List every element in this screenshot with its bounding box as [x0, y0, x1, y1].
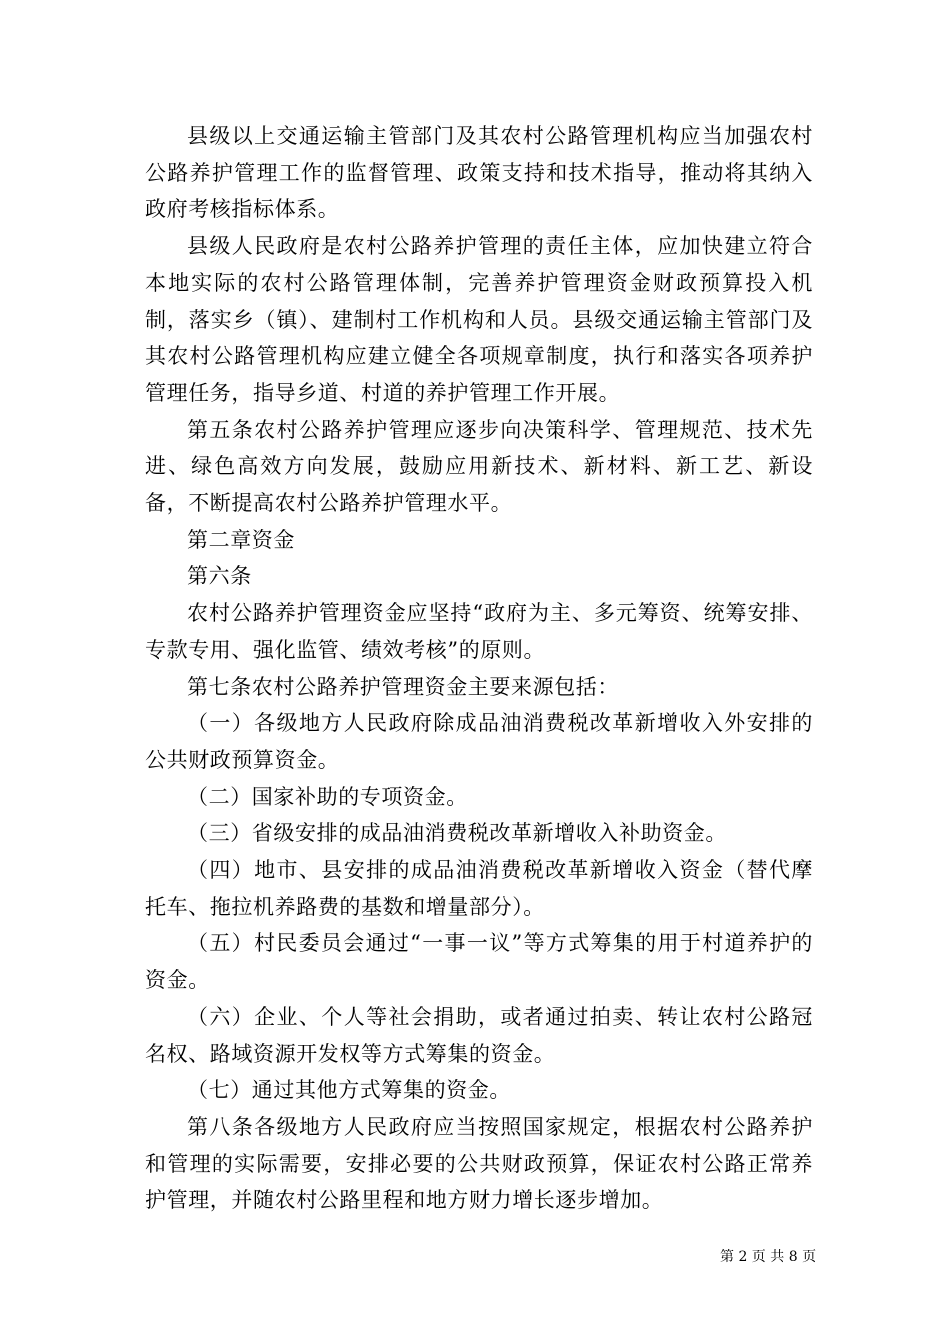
list-item: （六）企业、个人等社会捐助，或者通过拍卖、转让农村公路冠名权、路域资源开发权等方式筹集的资金。 [145, 1004, 813, 1066]
list-item: （二）国家补助的专项资金。 [187, 784, 468, 809]
list-item: （一）各级地方人民政府除成品油消费税改革新增收入外安排的公共财政预算资金。 [145, 711, 813, 772]
list-item: （四）地市、县安排的成品油消费税改革新增收入资金（替代摩托车、拖拉机养路费的基数和增量部分）。 [145, 858, 813, 919]
list-item: （七）通过其他方式筹集的资金。 [187, 1078, 511, 1103]
document-body [145, 118, 813, 1219]
paragraph: 第七条农村公路养护管理资金主要来源包括： [187, 674, 619, 699]
list-item: （五）村民委员会通过“一事一议”等方式筹集的用于村道养护的资金。 [145, 931, 813, 993]
list-item: （三）省级安排的成品油消费税改革新增收入补助资金。 [187, 821, 727, 846]
paragraph: 第五条农村公路养护管理应逐步向决策科学、管理规范、技术先进、绿色高效方向发展，鼓励应用新技术、新材料、新工艺、新设备，不断提高农村公路养护管理水平。 [145, 417, 813, 516]
paragraph: 第八条各级地方人民政府应当按照国家规定，根据农村公路养护和管理的实际需要，安排必要的公共财政预算，保证农村公路正常养护管理，并随农村公路里程和地方财力增长逐步增加。 [145, 1114, 813, 1213]
chapter-heading: 第二章资金 [187, 527, 295, 552]
page-number: 第 2 页 共 8 页 [720, 1249, 817, 1265]
paragraph: 县级以上交通运输主管部门及其农村公路管理机构应当加强农村公路养护管理工作的监督管理、政策支持和技术指导，推动将其纳入政府考核指标体系。 [145, 124, 813, 222]
article-heading: 第六条 [187, 564, 252, 589]
paragraph: 县级人民政府是农村公路养护管理的责任主体，应加快建立符合本地实际的农村公路管理体制，完善养护管理资金财政预算投入机制，落实乡（镇）、建制村工作机构和人员。县级交通运输主管部门及其农村公路管理机构应建立健全各项规章制度，执行和落实各项养护管理任务，指导乡道、村道的养护管理工作开展。 [145, 234, 813, 405]
paragraph: 农村公路养护管理资金应坚持“政府为主、多元筹资、统筹安排、专款专用、强化监管、绩效考核”的原则。 [145, 601, 813, 662]
